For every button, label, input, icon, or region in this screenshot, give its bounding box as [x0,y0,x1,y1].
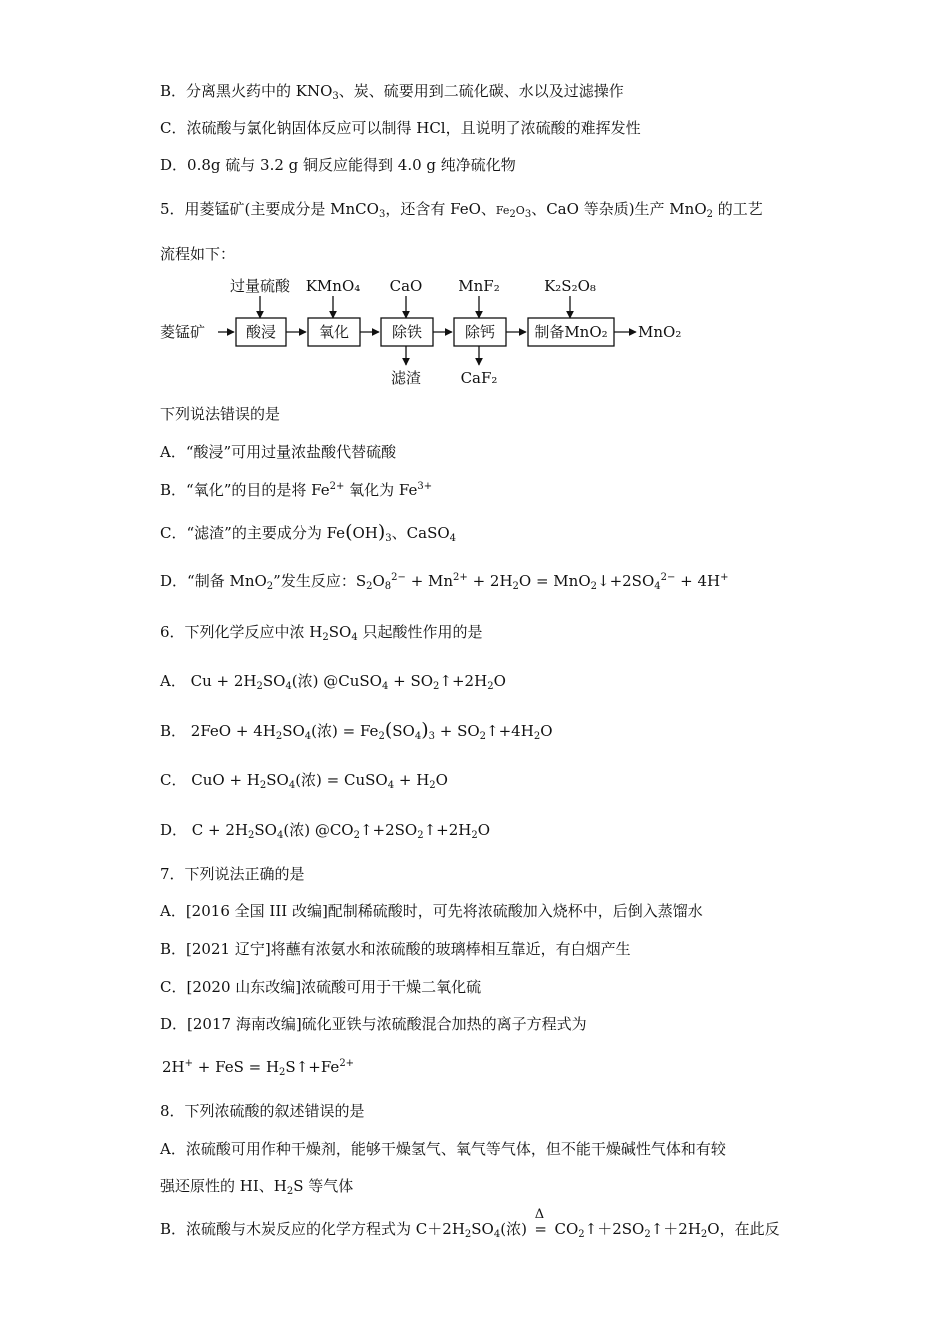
q8-option-b: B．浓硫酸与木炭反应的化学方程式为 $C+2H_2SO_4$(浓) Δ = $CO_2↑+2SO_2↑+2H_2O$，在此反 [160,1207,780,1240]
q8-stem: 8．下列浓硫酸的叙述错误的是 [160,1102,365,1120]
flow-product-label: MnO₂ [638,323,682,341]
q5-option-b: B．“氧化”的目的是将 $Fe^{2+}$ 氧化为 $Fe^{3+}$ [160,481,433,499]
q6-option-c: C． CuO + $H_2SO_4$(浓) = CuSO$_4$ + $H_2O$ [160,771,448,791]
q6-option-b: B． $2FeO + 4H_2SO_4$(浓) = $Fe_2(SO_4)_3$ + $SO_2↑+4H_2O$ [160,719,553,742]
flow-reagent-label: MnF₂ [458,277,500,295]
q4-option-d: D．0.8g 硫与 3.2 g 铜反应能得到 4.0 g 纯净硫化物 [160,156,516,174]
flow-step-label: 除铁 [391,323,423,341]
q7-equation: 2H+ + FeS = $H_2S↑+Fe^{2+}$ [162,1058,355,1078]
q4-option-b: B．分离黑火药中的 $KNO_3$、炭、硫要用到二硫化碳、水以及过滤操作 [160,82,624,102]
q7-option-c: C．[2020 山东改编]浓硫酸可用于干燥二氧化硫 [160,978,482,996]
q7-stem: 7．下列说法正确的是 [160,865,305,883]
flow-byproduct-label: CaF₂ [460,369,498,387]
q5-option-a: A．“酸浸”可用过量浓盐酸代替硫酸 [160,443,397,461]
flow-step-label: 酸浸 [245,323,277,341]
q6-option-d: D． $C + 2H_2SO_4$(浓) $@CO_2↑+2SO_2↑+2H_2O$ [160,821,491,841]
q5-option-c: C．“滤渣”的主要成分为 $Fe(OH)_3$、CaSO$_4$ [160,521,457,544]
process-flow-diagram [150,270,710,395]
q6-stem: 6．下列化学反应中浓 $H_2SO_4$ 只起酸性作用的是 [160,623,483,643]
q7-option-a: A．[2016 全国 III 改编]配制稀硫酸时，可先将浓硫酸加入烧杯中，后倒入蒸馏水 [160,902,703,920]
q4-option-c: C．浓硫酸与氯化钠固体反应可以制得 HCl，且说明了浓硫酸的难挥发性 [160,119,641,137]
flow-reagent-label: KMnO₄ [305,277,361,295]
q5-question: 下列说法错误的是 [160,405,281,423]
q6-option-a: A． $Cu + 2H_2SO_4$(浓) @CuSO$_4$ + $SO_2↑+2H_2O$ [160,672,506,692]
flow-step-label: 除钙 [464,323,496,341]
q8-option-a-line1: A．浓硫酸可用作种干燥剂，能够干燥氢气、氧气等气体，但不能干燥碱性气体和有较 [160,1140,726,1158]
q7-option-b: B．[2021 辽宁]将蘸有浓氨水和浓硫酸的玻璃棒相互靠近，有白烟产生 [160,940,631,958]
q5-option-d: D．“制备 MnO$_2$”发生反应：$S_2O_8^{2-} + Mn^{2+} + 2H_2O$ = $MnO_2↓+2SO_4^{2-} + 4H^+$ [160,572,729,592]
q7-option-d: D．[2017 海南改编]硫化亚铁与浓硫酸混合加热的离子方程式为 [160,1015,587,1033]
flow-start-label: 菱锰矿 [160,323,206,341]
flow-reagent-label: CaO [389,277,423,295]
flow-step-label: 氧化 [318,323,350,341]
flow-byproduct-label: 滤渣 [390,369,422,387]
q5-stem-cont: 流程如下： [160,245,236,263]
q5-stem: 5．用菱锰矿(主要成分是 MnCO$_3$，还含有 FeO、$Fe_2O_3$、CaO 等杂质)生产 MnO$_2$ 的工艺 [160,200,763,220]
flow-reagent-label: 过量硫酸 [229,277,291,295]
flow-reagent-label: K₂S₂O₈ [544,277,596,295]
flow-step-label: 制备MnO₂ [534,323,608,341]
q8-option-a-line2: 强还原性的 HI、$H_2S$ 等气体 [160,1177,354,1197]
